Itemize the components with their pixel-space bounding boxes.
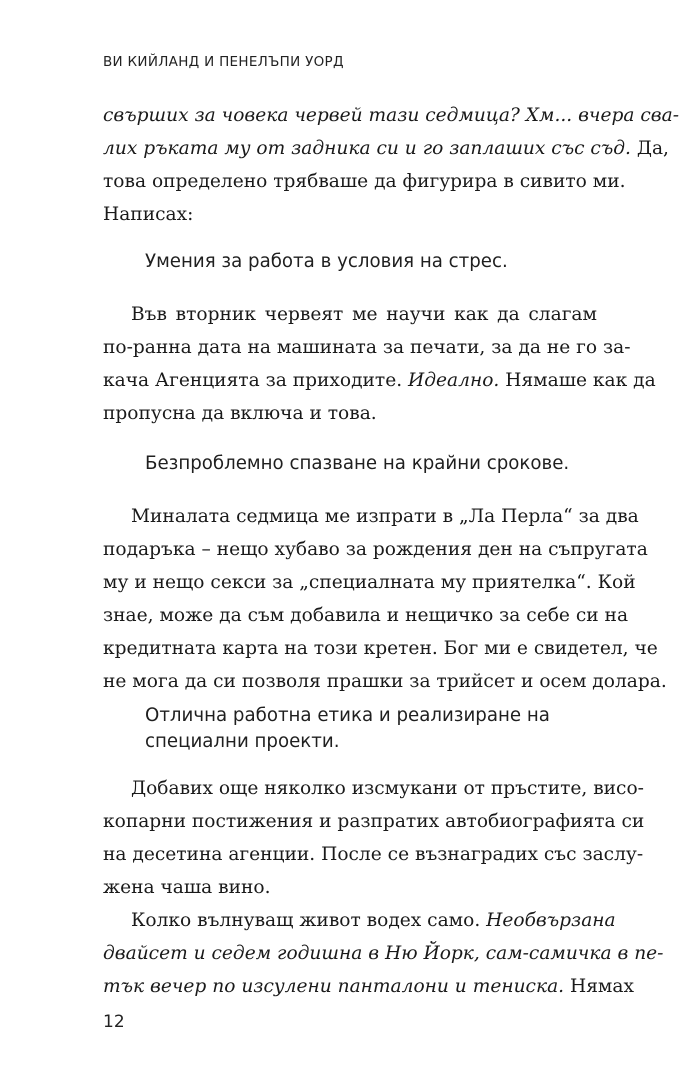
body-line [103, 206, 597, 225]
body-line [103, 605, 629, 626]
text-run: копарни постижения и разпратих автобиографията си [103, 811, 645, 832]
body-line [103, 943, 664, 964]
text-run: Миналата седмица ме изпрати в „Ла Перла“ за два [131, 506, 639, 527]
body-line [103, 105, 679, 126]
text-run: Нямах [564, 976, 634, 997]
body-line [103, 910, 616, 931]
text-run: това определено трябваше да фигурира в сивито ми. [103, 171, 626, 192]
text-run: Във вторник червеят ме научи как да слагам [131, 304, 597, 325]
running-header: ВИ КИЙЛАНД И ПЕНЕЛЪПИ УОРД [103, 54, 344, 70]
body-line [103, 811, 645, 832]
body-line [103, 539, 648, 560]
body-line [103, 171, 626, 192]
text-run: знае, може да съм добавила и нещичко за себе си на [103, 605, 629, 626]
text-run: жена чаша вино. [103, 877, 271, 898]
text-run: кача Агенцията за приходите. [103, 370, 409, 391]
body-line [103, 306, 597, 325]
text-run: Колко вълнуващ живот водех само. [131, 910, 487, 931]
italic-text: свърших за човека червей тази седмица? Хм... вчера сва- [103, 105, 679, 126]
body-line [103, 337, 631, 358]
page-number: 12 [103, 1012, 125, 1032]
italic-text: лих ръката му от задника си и го заплаших със съд. [103, 138, 631, 159]
text-run: Нямаше как да [499, 370, 656, 391]
italic-text: Идеално. [408, 370, 500, 391]
text-run: не мога да си позволя прашки за трийсет и осем долара. [103, 671, 667, 692]
body-line [103, 976, 634, 997]
body-line [103, 138, 669, 159]
text-run: подаръка – нещо хубаво за рождения ден на съпругата [103, 539, 648, 560]
text-run: на десетина агенции. После се възнаградих със заслу- [103, 844, 644, 865]
body-line [103, 879, 597, 898]
italic-text: тък вечер по изсулени панталони и тениска. [103, 976, 565, 997]
body-line [103, 638, 658, 659]
resume-item: Отлична работна етика и реализиране на [145, 705, 550, 726]
body-line [103, 370, 656, 391]
body-line [103, 506, 639, 527]
body-line [103, 671, 667, 692]
resume-item: Умения за работа в условия на стрес. [145, 251, 508, 272]
resume-item: Безпроблемно спазване на крайни срокове. [145, 453, 570, 474]
text-run: Да, [630, 138, 669, 159]
body-line [103, 572, 636, 593]
text-run: пропусна да включа и това. [103, 403, 377, 424]
text-run: Написах: [103, 204, 194, 225]
body-line [103, 778, 644, 799]
italic-text: двайсет и седем годишна в Ню Йорк, сам-самичка в пе- [103, 943, 664, 964]
text-run: кредитната карта на този кретен. Бог ми е свидетел, че [103, 638, 658, 659]
italic-text: Необвързана [486, 910, 616, 931]
text-run: по-ранна дата на машината за печати, за да не го за- [103, 337, 631, 358]
text-run: Добавих още няколко изсмукани от пръстите, висо- [131, 778, 644, 799]
resume-item: специални проекти. [145, 731, 340, 752]
text-run: му и нещо секси за „специалната му приятелка“. Кой [103, 572, 636, 593]
body-line [103, 844, 644, 865]
body-line [103, 405, 597, 424]
